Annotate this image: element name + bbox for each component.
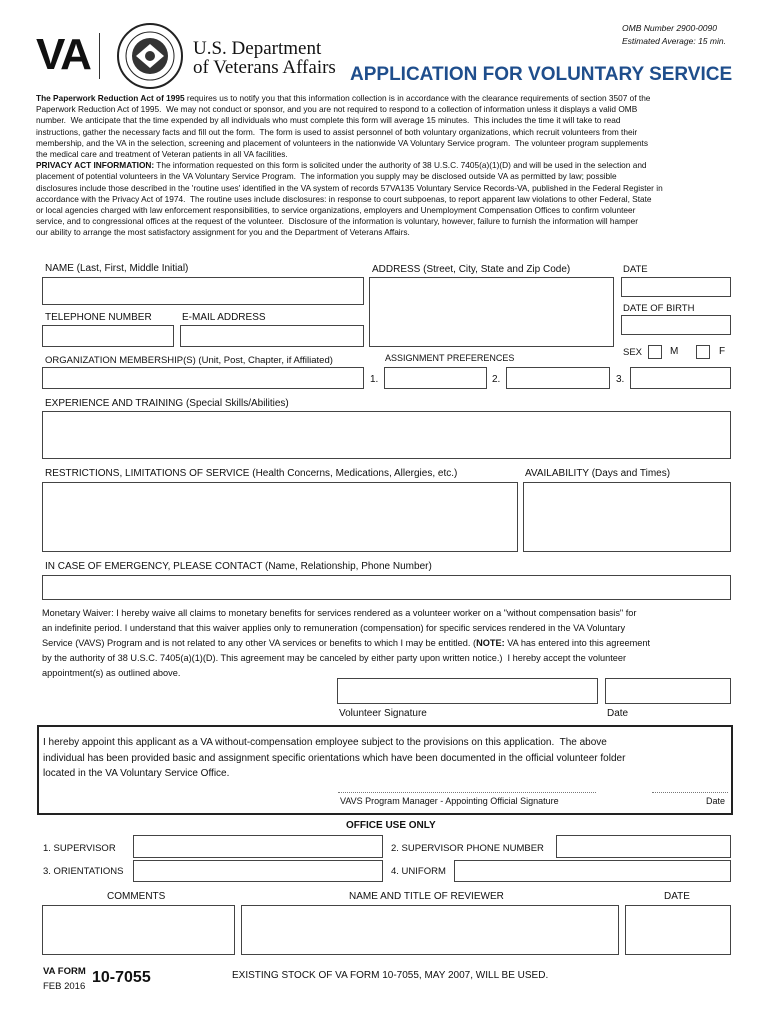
notice-line: The information requested on this form is solicited under the authority of 38 U.S.C. 7405(a)(1)(D) and will be used in the selection and	[154, 160, 647, 171]
emergency-label: IN CASE OF EMERGENCY, PLEASE CONTACT (Name, Relationship, Phone Number)	[45, 561, 432, 572]
assignment-2-field[interactable]	[506, 367, 610, 389]
assignment-1-label: 1.	[370, 374, 379, 385]
name-field[interactable]	[42, 277, 364, 305]
estimated-average: Estimated Average: 15 min.	[622, 36, 726, 46]
form-title: APPLICATION FOR VOLUNTARY SERVICE	[350, 64, 733, 85]
date-of-birth-label: DATE OF BIRTH	[623, 303, 695, 314]
waiver-line: appointment(s) as outlined above.	[42, 668, 181, 678]
orientations-field[interactable]	[133, 860, 383, 882]
telephone-label: TELEPHONE NUMBER	[45, 312, 152, 323]
notice-line: the medical care and treatment of Veteran patients in all VA facilities.	[36, 149, 288, 160]
assignment-label: ASSIGNMENT PREFERENCES	[385, 353, 515, 363]
assignment-3-field[interactable]	[630, 367, 731, 389]
assignment-1-field[interactable]	[384, 367, 487, 389]
availability-label: AVAILABILITY (Days and Times)	[525, 468, 671, 479]
email-label: E-MAIL ADDRESS	[182, 312, 266, 323]
address-label: ADDRESS (Street, City, State and Zip Code)	[372, 264, 571, 275]
sex-label: SEX	[623, 347, 643, 358]
email-field[interactable]	[180, 325, 364, 347]
office-use-heading: OFFICE USE ONLY	[346, 820, 436, 831]
organization-label: ORGANIZATION MEMBERSHIP(S) (Unit, Post, Chapter, if Affiliated)	[45, 355, 333, 366]
address-field[interactable]	[369, 277, 614, 347]
omb-number: OMB Number 2900-0090	[622, 23, 717, 33]
header-divider	[99, 33, 100, 79]
appointment-statement	[43, 735, 729, 782]
official-date-line[interactable]	[652, 792, 728, 793]
uniform-label: 4. UNIFORM	[391, 866, 446, 877]
restrictions-field[interactable]	[42, 482, 518, 552]
experience-label: EXPERIENCE AND TRAINING (Special Skills/Abilities)	[45, 398, 289, 409]
monetary-waiver	[42, 606, 732, 681]
organization-field[interactable]	[42, 367, 364, 389]
assignment-3-label: 3.	[616, 374, 625, 385]
volunteer-date-field[interactable]	[605, 678, 731, 704]
telephone-field[interactable]	[42, 325, 174, 347]
volunteer-date-label: Date	[607, 708, 629, 719]
date-field[interactable]	[621, 277, 731, 297]
waiver-line: VA has entered into this agreement	[504, 638, 651, 648]
paperwork-heading: The Paperwork Reduction Act of 1995	[36, 93, 185, 103]
official-signature-line[interactable]	[338, 792, 596, 793]
waiver-line: by the authority of 38 U.S.C. 7405(a)(1)(D). This agreement may be canceled by either party upon written notice.) I hereby accept the volunteer	[42, 653, 627, 663]
notice-line: accordance with the Privacy Act of 1974. The routine uses include disclosures: in response to court subpoenas, to report apparent law violations to other Federal, State	[36, 193, 652, 204]
paperwork-notice	[36, 93, 736, 239]
department-line-2: of Veterans Affairs	[193, 57, 336, 78]
appointment-line: located in the VA Voluntary Service Office.	[43, 768, 230, 779]
notice-line: requires us to notify you that this information collection is in accordance with the clearance requirements of section 3507 of the	[184, 93, 651, 103]
emergency-field[interactable]	[42, 575, 731, 600]
comments-label: COMMENTS	[107, 891, 166, 902]
orientations-label: 3. ORIENTATIONS	[43, 866, 124, 877]
experience-field[interactable]	[42, 411, 731, 459]
review-date-label: DATE	[664, 891, 690, 902]
waiver-note: NOTE:	[476, 638, 505, 648]
form-date: FEB 2016	[43, 981, 86, 992]
waiver-line: Service (VAVS) Program and is not related to any other VA services or benefits to which I may be entitled. (	[42, 638, 477, 648]
notice-line: instructions, gather the necessary facts and fill out the form. The form is used to assist personnel of both voluntary organizations, which recruit volunteers from their	[36, 126, 638, 137]
official-date-label: Date	[706, 796, 726, 806]
comments-field[interactable]	[42, 905, 235, 955]
reviewer-field[interactable]	[241, 905, 619, 955]
va-logo: VA	[36, 30, 90, 79]
notice-line: our ability to arrange the most satisfactory assignment for you and the Department of Veterans Affairs.	[36, 227, 410, 238]
date-of-birth-field[interactable]	[621, 315, 731, 335]
sex-f-checkbox[interactable]	[696, 345, 710, 359]
name-label: NAME (Last, First, Middle Initial)	[45, 263, 189, 274]
form-number: 10-7055	[92, 969, 151, 986]
review-date-field[interactable]	[625, 905, 731, 955]
supervisor-phone-field[interactable]	[556, 835, 731, 858]
sex-m-checkbox[interactable]	[648, 345, 662, 359]
supervisor-phone-label: 2. SUPERVISOR PHONE NUMBER	[391, 843, 544, 854]
volunteer-signature-label: Volunteer Signature	[339, 708, 427, 719]
notice-line: number. We anticipate that the time expended by all individuals who must complete this form will average 15 minutes. This includes the time it will take to read	[36, 115, 621, 126]
date-label: DATE	[623, 264, 648, 275]
va-seal-icon	[116, 22, 184, 90]
privacy-heading: PRIVACY ACT INFORMATION:	[36, 160, 155, 171]
reviewer-label: NAME AND TITLE OF REVIEWER	[349, 891, 504, 902]
waiver-line: an indefinite period. I understand that this waiver applies only to remuneration (compensation) for specific services rendered in the VA Voluntary	[42, 623, 626, 633]
notice-line: service, and to congressional offices at the request of the volunteer. Disclosure of the information is voluntary, however, failure to furnish the information will hamper	[36, 216, 638, 227]
restrictions-label: RESTRICTIONS, LIMITATIONS OF SERVICE (Health Concerns, Medications, Allergies, etc.)	[45, 468, 458, 479]
notice-line: disclosures include those described in the 'routine uses' identified in the VA system of records 57VA135 Voluntary Service Records-VA, published in the Federal Register in	[36, 182, 663, 193]
supervisor-field[interactable]	[133, 835, 383, 858]
uniform-field[interactable]	[454, 860, 731, 882]
official-signature-label: VAVS Program Manager - Appointing Official Signature	[340, 796, 559, 806]
appointment-line: individual has been provided basic and assignment specific orientations which have been documented in the official volunteer folder	[43, 752, 626, 764]
notice-line: Paperwork Reduction Act of 1995. We may not conduct or sponsor, and you are not required to respond to a collection of information unless it displays a valid OMB	[36, 104, 638, 115]
waiver-line: Monetary Waiver: I hereby waive all claims to monetary benefits for services rendered as a volunteer worker on a "without compensation basis" for	[42, 608, 637, 618]
va-form-label: VA FORM	[43, 966, 86, 977]
sex-f-label: F	[719, 346, 726, 357]
notice-line: or local agencies charged with law enforcement responsibilities, to service organizations, employers and Unemployment Compensation Offices to confirm volunteer	[36, 205, 636, 216]
stock-note: EXISTING STOCK OF VA FORM 10-7055, MAY 2007, WILL BE USED.	[232, 970, 549, 981]
availability-field[interactable]	[523, 482, 731, 552]
supervisor-label: 1. SUPERVISOR	[43, 843, 116, 854]
assignment-2-label: 2.	[492, 374, 501, 385]
notice-line: placement of potential volunteers in the VA Voluntary Service Program. The information you supply may be disclosed outside VA as permitted by law; possible	[36, 171, 617, 182]
volunteer-signature-field[interactable]	[337, 678, 598, 704]
sex-m-label: M	[670, 346, 679, 357]
department-line-1: U.S. Department	[193, 38, 322, 59]
appointment-line: I hereby appoint this applicant as a VA without-compensation employee subject to the provisions on this application. The above	[43, 737, 607, 748]
notice-line: membership, and the VA in the selection, screening and placement of volunteers in the nationwide VA Voluntary Service program. The volunteer program supplements	[36, 137, 649, 148]
